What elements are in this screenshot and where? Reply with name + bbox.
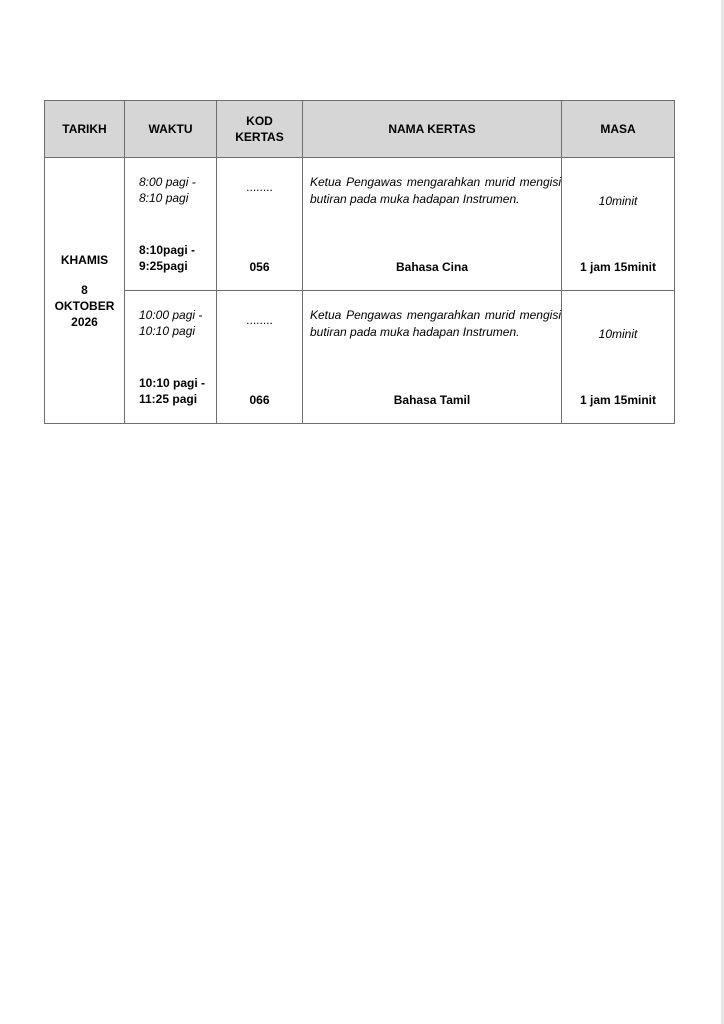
- prep-duration: 10minit: [598, 194, 638, 208]
- prep-time-start: 8:00 pagi -: [139, 175, 196, 189]
- paper-name: Bahasa Tamil: [393, 393, 471, 407]
- nama-cell: [303, 291, 562, 424]
- prep-time-end: 8:10 pagi: [139, 191, 189, 205]
- kod-cell: [217, 158, 303, 291]
- header-waktu: WAKTU: [125, 101, 217, 158]
- date-day: KHAMIS: [60, 252, 109, 267]
- table-header-row: [45, 101, 675, 158]
- header-masa: MASA: [562, 101, 675, 158]
- exam-code: 066: [249, 393, 270, 407]
- exam-code: 056: [249, 260, 270, 274]
- masa-cell: [562, 291, 675, 424]
- header-kod-kertas: [217, 101, 303, 158]
- prep-code: ........: [246, 313, 273, 327]
- header-kod-kertas-line1: KOD: [246, 114, 273, 128]
- instruction-text: Ketua Pengawas mengarahkan murid mengisi butiran pada muka hadapan Instrumen.: [310, 308, 561, 339]
- header-nama-kertas: NAMA KERTAS: [303, 101, 562, 158]
- kod-cell: [217, 291, 303, 424]
- waktu-cell: [125, 291, 217, 424]
- header-tarikh: TARIKH: [45, 101, 125, 158]
- exam-duration: 1 jam 15minit: [579, 260, 657, 274]
- prep-time-end: 10:10 pagi: [139, 324, 196, 338]
- exam-time-end: 9:25pagi: [139, 259, 188, 273]
- header-kod-kertas-line2: KERTAS: [235, 130, 284, 144]
- waktu-cell: [125, 158, 217, 291]
- date-year: 2026: [71, 314, 98, 329]
- exam-duration: 1 jam 15minit: [579, 393, 657, 407]
- exam-schedule-table: [44, 100, 675, 424]
- masa-cell: [562, 158, 675, 291]
- date-cell: [45, 158, 125, 424]
- table-row: [45, 291, 675, 424]
- date-month: OKTOBER: [54, 298, 115, 313]
- table-row: [45, 158, 675, 291]
- exam-time-start: 10:10 pagi -: [139, 376, 206, 390]
- paper-name: Bahasa Cina: [395, 260, 469, 274]
- instruction-text: Ketua Pengawas mengarahkan murid mengisi butiran pada muka hadapan Instrumen.: [310, 175, 561, 206]
- prep-code: ........: [246, 180, 273, 194]
- exam-time-start: 8:10pagi -: [139, 243, 196, 257]
- prep-duration: 10minit: [598, 327, 638, 341]
- nama-cell: [303, 158, 562, 291]
- date-number: 8: [81, 282, 88, 297]
- prep-time-start: 10:00 pagi -: [139, 308, 203, 322]
- exam-time-end: 11:25 pagi: [139, 392, 198, 406]
